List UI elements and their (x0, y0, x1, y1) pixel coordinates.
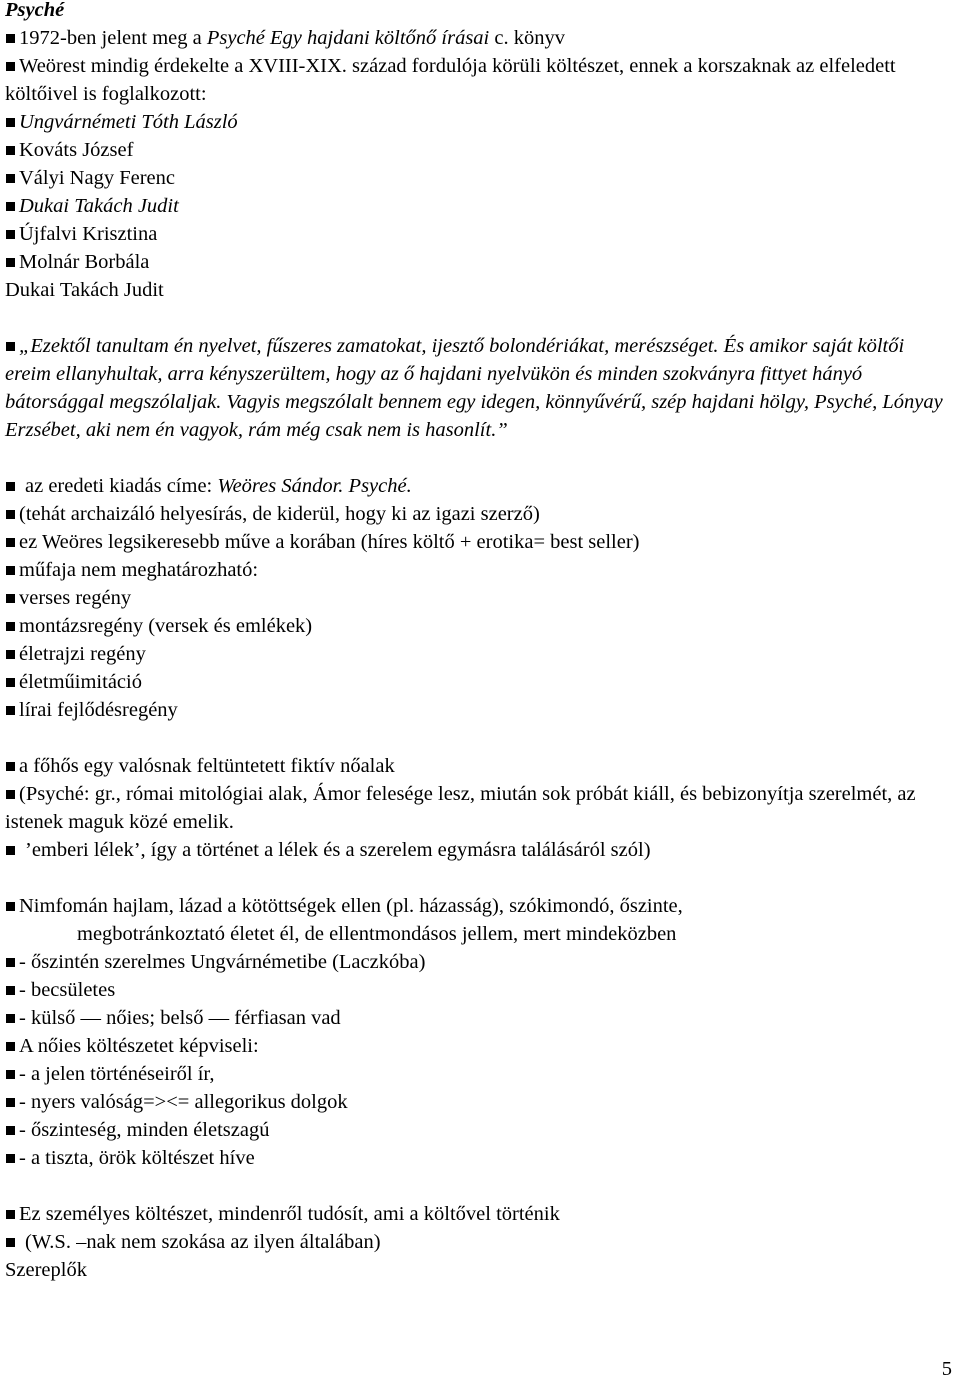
fact-item: életműimitáció (5, 668, 955, 696)
poet-plain: Dukai Takách Judit (5, 279, 164, 301)
bullet-square-icon (6, 902, 15, 911)
poetry-item: - a jelen történéseiről ír, (5, 1060, 955, 1088)
quote-paragraph (5, 332, 955, 444)
poet-item: Molnár Borbála (5, 248, 955, 276)
poetry-item: - nyers valóság=><= allegorikus dolgok (5, 1088, 955, 1116)
intro-text: Weörest mindig érdekelte a XVIII-XIX. század fordulója körüli költészet, ennek a korszaknak az elfeledett költőivel is foglalkozott: (5, 55, 896, 105)
bullet-square-icon (6, 230, 15, 239)
intro-text: c. könyv (489, 27, 565, 49)
bullet-square-icon (6, 986, 15, 995)
trait-item: - őszintén szerelmes Ungvárnémetibe (Laczkóba) (5, 948, 955, 976)
page-title: Psyché (5, 0, 65, 21)
bullet-square-icon (6, 706, 15, 715)
bullet-square-icon (6, 1014, 15, 1023)
ending-line-2: (W.S. –nak nem szokása az ilyen általában) (5, 1228, 955, 1256)
hero-line-1: a főhős egy valósnak feltüntetett fiktív nőalak (5, 752, 955, 780)
trait-list (5, 948, 955, 1032)
hero-line-2: (Psyché: gr., római mitológiai alak, Ámor felesége lesz, miután sok próbát kiáll, és bebizonyítja szerelmét, az istenek maguk közé emelik. (5, 783, 916, 833)
intro-line-1 (5, 24, 955, 52)
bullet-square-icon (6, 1070, 15, 1079)
page-number: 5 (941, 1358, 952, 1380)
bullet-square-icon (6, 762, 15, 771)
poet-item: Dukai Takách Judit (5, 192, 955, 220)
fact-item: lírai fejlődésregény (5, 696, 955, 724)
bullet-square-icon (6, 1154, 15, 1163)
hero-line-3: ’emberi lélek’, így a történet a lélek és a szerelem egymásra találásáról szól) (5, 836, 955, 864)
fact-item: ez Weöres legsikeresebb műve a korában (híres költő + erotika= best seller) (5, 528, 955, 556)
bullet-square-icon (6, 538, 15, 547)
bullet-square-icon (6, 258, 15, 267)
poet-item: Ungvárnémeti Tóth László (5, 108, 955, 136)
bullet-square-icon (6, 650, 15, 659)
bullet-square-icon (6, 678, 15, 687)
trait-item: - külső — nőies; belső — férfiasan vad (5, 1004, 955, 1032)
nympho-line-2: megbotránkoztató életet él, de ellentmondásos jellem, mert mindeközben (77, 923, 677, 945)
bullet-square-icon (6, 482, 15, 491)
original-text: az eredeti kiadás címe: (25, 475, 218, 497)
bullet-square-icon (6, 62, 15, 71)
poet-item: Újfalvi Krisztina (5, 220, 955, 248)
bullet-square-icon (6, 846, 15, 855)
quote-text: Vagyis megszólalt bennem egy idegen, könnyűvérű, szép hajdani hölgy, Psyché, Lónyay Erzsébet, aki nem én vagyok, rám még csak nem is hasonlít.” (5, 391, 943, 441)
poetry-item: - őszinteség, minden életszagú (5, 1116, 955, 1144)
bullet-square-icon (6, 510, 15, 519)
fact-item: (tehát archaizáló helyesírás, de kiderül, hogy ki az igazi szerző) (5, 500, 955, 528)
nympho-line-1: Nimfomán hajlam, lázad a kötöttségek ellen (pl. házasság), szókimondó, őszinte, (5, 892, 955, 920)
book-title: Psyché Egy hajdani költőnő írásai (206, 27, 490, 49)
page-content (5, 0, 955, 1284)
bullet-square-icon (6, 202, 15, 211)
ending-line-1: Ez személyes költészet, mindenről tudósít, ami a költővel történik (5, 1200, 955, 1228)
poet-list (5, 108, 955, 276)
poet-item: Vályi Nagy Ferenc (5, 164, 955, 192)
bullet-square-icon (6, 1098, 15, 1107)
characters-heading: Szereplők (5, 1259, 87, 1281)
quote-text: „Ezektől tanultam én nyelvet, fűszeres zamatokat, ijesztő bolondériákat, merészséget. És amikor saját költői ereim ellanyhultak, arra kényszerültem, hogy az ő hajdani nyelvükön és minden szokványra fittyet hányó bátorsággal megszólaljak. (5, 335, 905, 413)
poet-item: Kováts József (5, 136, 955, 164)
fact-item: műfaja nem meghatározható: (5, 556, 955, 584)
fact-item: montázsregény (versek és emlékek) (5, 612, 955, 640)
original-title: Weöres Sándor. Psyché. (217, 475, 412, 497)
poetry-item: - a tiszta, örök költészet híve (5, 1144, 955, 1172)
bullet-square-icon (6, 146, 15, 155)
intro-line-2 (5, 52, 955, 108)
bullet-square-icon (6, 622, 15, 631)
bullet-square-icon (6, 566, 15, 575)
bullet-square-icon (6, 34, 15, 43)
bullet-square-icon (6, 174, 15, 183)
bullet-square-icon (6, 958, 15, 967)
bullet-square-icon (6, 1042, 15, 1051)
intro-text: 1972-ben jelent meg a (19, 27, 207, 49)
original-edition (5, 472, 955, 500)
bullet-square-icon (6, 1210, 15, 1219)
bullet-square-icon (6, 118, 15, 127)
bullet-square-icon (6, 1238, 15, 1247)
bullet-square-icon (6, 342, 15, 351)
bullet-square-icon (6, 1126, 15, 1135)
fact-list (5, 500, 955, 724)
bullet-square-icon (6, 594, 15, 603)
fact-item: verses regény (5, 584, 955, 612)
fact-item: életrajzi regény (5, 640, 955, 668)
poetry-heading: A nőies költészetet képviseli: (5, 1032, 955, 1060)
trait-item: - becsületes (5, 976, 955, 1004)
bullet-square-icon (6, 790, 15, 799)
poetry-list (5, 1060, 955, 1172)
